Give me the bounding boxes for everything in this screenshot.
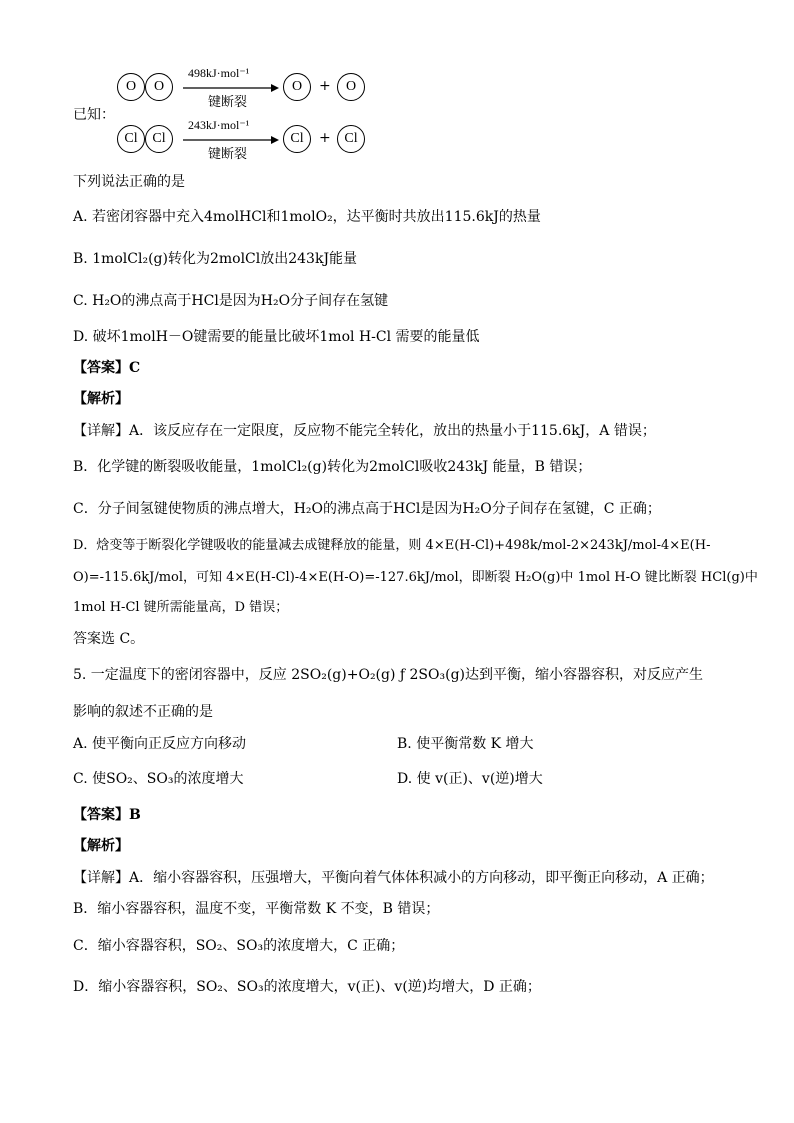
o-atom-circle: O bbox=[337, 73, 365, 101]
option-a: A. 若密闭容器中充入4molHCl和1molO₂，达平衡时共放出115.6kJ的热量 bbox=[73, 209, 541, 225]
bond-break-label: 键断裂 bbox=[208, 147, 248, 162]
q5-explanation-a: 【详解】A．缩小容器容积，压强增大，平衡向着气体体积减小的方向移动，即平衡正向移动，A 正确； bbox=[73, 870, 714, 886]
explanation-c: C．分子间氢键使物质的沸点增大，H₂O的沸点高于HCl是因为H₂O分子间存在氢键，C 正确； bbox=[73, 501, 661, 517]
option-b: B. 1molCl₂(g)转化为2molCl放出243kJ能量 bbox=[73, 251, 358, 267]
cl-atom-circle: Cl bbox=[117, 125, 145, 153]
plus-sign: + bbox=[319, 78, 331, 94]
o-atom-circle: O bbox=[117, 73, 145, 101]
known-label: 已知： bbox=[73, 107, 115, 123]
option-c: C. H₂O的沸点高于HCl是因为H₂O分子间存在氢键 bbox=[73, 293, 389, 309]
cl-atom-circle: Cl bbox=[337, 125, 365, 153]
q5-option-b: B. 使平衡常数 K 增大 bbox=[397, 736, 534, 752]
question-prompt: 下列说法正确的是 bbox=[73, 174, 185, 190]
answer-label: 【答案】C bbox=[73, 360, 141, 376]
analysis-label: 【解析】 bbox=[73, 391, 129, 407]
option-d: D. 破坏1molH－O键需要的能量比破坏1mol H-Cl 需要的能量低 bbox=[73, 329, 480, 345]
bond-break-label: 键断裂 bbox=[208, 95, 248, 110]
explanation-b: B．化学键的断裂吸收能量，1molCl₂(g)转化为2molCl吸收243kJ 能量，B 错误； bbox=[73, 459, 592, 475]
q5-explanation-b: B．缩小容器容积，温度不变，平衡常数 K 不变，B 错误； bbox=[73, 901, 440, 917]
plus-sign: + bbox=[319, 130, 331, 146]
o-atom-circle: O bbox=[283, 73, 311, 101]
q5-option-c: C. 使SO₂、SO₃的浓度增大 bbox=[73, 771, 244, 787]
explanation-d-line2: O)=-115.6kJ/mol，可知 4×E(H-Cl)-4×E(H-O)=-127.6kJ/mol，即断裂 H₂O(g)中 1mol H-O 键比断裂 HCl(g)中 bbox=[73, 570, 758, 585]
bond-energy-diagram bbox=[73, 66, 393, 166]
energy-label-cl2: 243kJ·mol⁻¹ bbox=[188, 118, 250, 132]
explanation-a: 【详解】A．该反应存在一定限度，反应物不能完全转化，放出的热量小于115.6kJ，A 错误； bbox=[73, 423, 656, 439]
q5-explanation-d: D．缩小容器容积，SO₂、SO₃的浓度增大，v(正)、v(逆)均增大，D 正确； bbox=[73, 979, 541, 995]
q5-answer-label: 【答案】B bbox=[73, 807, 141, 823]
q5-explanation-c: C．缩小容器容积，SO₂、SO₃的浓度增大，C 正确； bbox=[73, 938, 405, 954]
cl-atom-circle: Cl bbox=[283, 125, 311, 153]
explanation-d-line3: 1mol H-Cl 键所需能量高，D 错误； bbox=[73, 600, 289, 615]
energy-label-o2: 498kJ·mol⁻¹ bbox=[188, 66, 250, 80]
explanation-d-line1: D．焓变等于断裂化学键吸收的能量减去成键释放的能量，则 4×E(H-Cl)+498k/mol-2×243kJ/mol-4×E(H- bbox=[73, 538, 711, 553]
o-atom-circle: O bbox=[145, 73, 173, 101]
cl-atom-circle: Cl bbox=[145, 125, 173, 153]
q5-option-a: A. 使平衡向正反应方向移动 bbox=[73, 736, 247, 752]
q5-option-d: D. 使 v(正)、v(逆)增大 bbox=[397, 771, 543, 787]
q5-analysis-label: 【解析】 bbox=[73, 838, 129, 854]
question-5-stem-line2: 影响的叙述不正确的是 bbox=[73, 704, 213, 720]
final-answer: 答案选 C。 bbox=[73, 631, 145, 647]
question-5-stem-line1: 5. 一定温度下的密闭容器中，反应 2SO₂(g)+O₂(g) ƒ 2SO₃(g)达到平衡，缩小容器容积，对反应产生 bbox=[73, 667, 703, 683]
